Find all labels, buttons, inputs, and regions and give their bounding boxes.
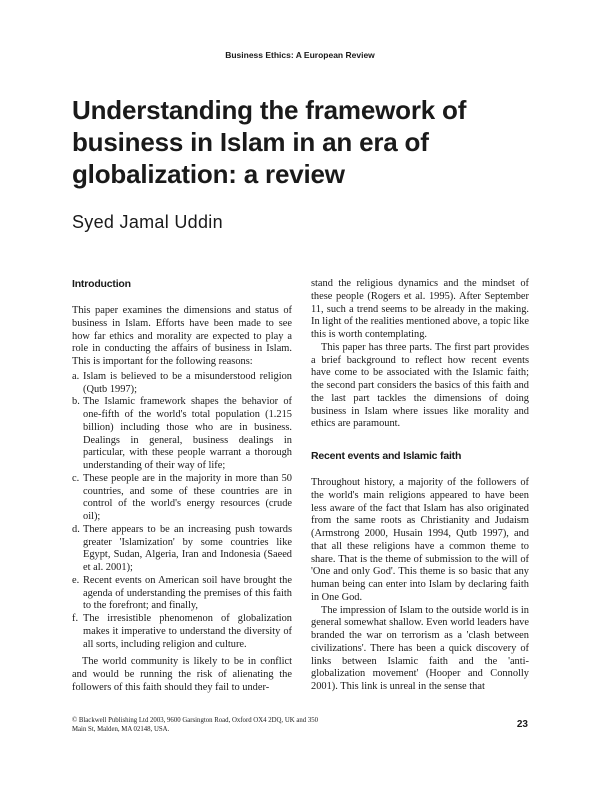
list-item: d. There appears to be an increasing push towards greater 'Islamization' by some countries like Egypt, Sudan, Algeria, Iran and Indonesia (Saeed et al. 2001); <box>72 523 292 573</box>
list-item: a. Islam is believed to be a misunderstood religion (Qutb 1997); <box>72 370 292 395</box>
list-item: f. The irresistible phenomenon of globalization makes it imperative to understand the diversity of all sorts, including religion and culture. <box>72 613 292 650</box>
body-paragraph: The impression of Islam to the outside world is in general somewhat shallow. Even world leaders have branded the war on terrorism as a 'clash between civilizations'. There has been a quick discovery of links between Islamic faith and the 'anti-globalization movement' (Hooper and Connolly 2001). This link is unreal in the sense that <box>311 604 529 692</box>
intro-paragraph: This paper examines the dimensions and status of business in Islam. Efforts have been made to see how far ethics and morality are expected to play a role in conducting the affairs of business in Islam. This is important for the following reasons: <box>72 305 292 367</box>
left-column <box>72 278 292 695</box>
continuation-paragraph: stand the religious dynamics and the mindset of these people (Rogers et al. 1995). After September 11, such a trend seems to be already in the making. In light of the realities mentioned above, a topic like this is worth contemplating. <box>311 278 529 340</box>
copyright-footer: © Blackwell Publishing Ltd 2003, 9600 Garsington Road, Oxford OX4 2DQ, UK and 350 Main St, Malden, MA 02148, USA. <box>72 717 319 733</box>
body-paragraph: Throughout history, a majority of the followers of the world's main religions appeared to have been less aware of the fact that Islam has also originated from the same roots as Christianity and Judaism (Armstrong 2000, Husain 1994, Qutb 1997), and that all these religions have a common theme to share. That is the theme of submission to the will of 'One and only God'. This theme is so basic that any human being can enter into Islam by declaring faith in One God. <box>311 477 529 603</box>
section-heading-introduction: Introduction <box>72 278 131 290</box>
list-item: e. Recent events on American soil have brought the agenda of understanding the premises of this faith to the forefront; and finally, <box>72 574 292 612</box>
reasons-list <box>72 371 292 652</box>
list-item: c. These people are in the majority in more than 50 countries, and some of these countries are in control of the world's energy resources (crude oil); <box>72 472 292 522</box>
right-column <box>311 278 529 694</box>
article-title: Understanding the framework of business in Islam in an era of globalization: a review <box>72 95 467 189</box>
page-number: 23 <box>516 719 528 730</box>
structure-paragraph: This paper has three parts. The first part provides a brief background to reflect how recent events have come to be associated with the Islamic faith; the second part considers the basics of this faith and the last part tackles the dimensions of doing business in Islam where issues like morality and ethics are paramount. <box>311 341 529 430</box>
section-heading-recent-events: Recent events and Islamic faith <box>311 450 462 462</box>
closing-paragraph: The world community is likely to be in conflict and would be running the risk of alienating the followers of this faith should they fail to under- <box>72 656 292 693</box>
author-name: Syed Jamal Uddin <box>72 212 223 232</box>
list-item: b. The Islamic framework shapes the behavior of one-fifth of the world's total population (1.215 billion) including those who are in business. Dealings in general, business dealings in particular, with these people warrant a thorough understanding of their way of life; <box>72 396 292 471</box>
journal-header: Business Ethics: A European Review <box>225 50 375 60</box>
